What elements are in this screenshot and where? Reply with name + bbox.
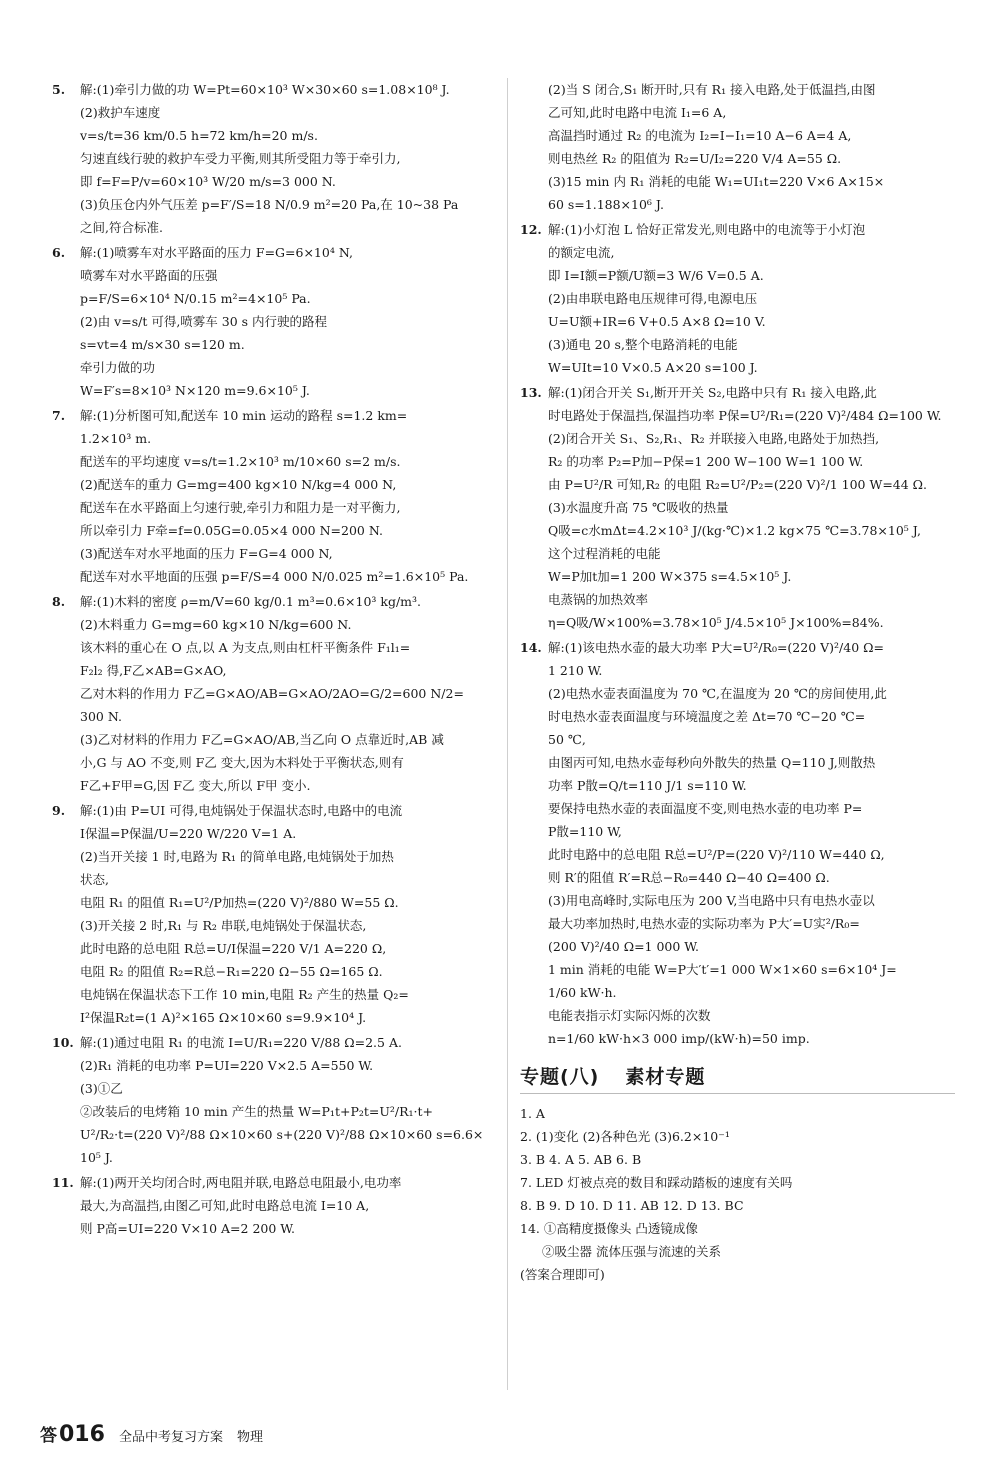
solution-line	[52, 659, 492, 682]
solution-text: 小,G 与 AO 不变,则 F乙 变大,因为木料处于平衡状态,则有	[80, 755, 404, 770]
problem-number: 12.	[520, 222, 542, 237]
problem-block	[52, 799, 492, 1029]
solution-line	[52, 473, 492, 496]
problem-number: 7.	[52, 408, 66, 423]
solution-text: (3)用电高峰时,实际电压为 200 V,当电路中只有电热水壶以	[548, 893, 875, 908]
solution-line	[520, 427, 955, 450]
solution-line	[520, 751, 955, 774]
solution-text: (2)由串联电路电压规律可得,电源电压	[548, 291, 758, 306]
solution-text: 电蒸锅的加热效率	[548, 592, 649, 607]
answer-line: ②吸尘器 流体压强与流速的关系	[542, 1244, 721, 1259]
solution-text: 解:(1)牵引力做的功 W=Pt=60×10³ W×30×60 s=1.08×10⁸ J.	[80, 82, 450, 97]
solution-line	[520, 193, 955, 216]
solution-text: 的额定电流,	[548, 245, 615, 260]
solution-line	[52, 170, 492, 193]
solution-text: (2)当 S 闭合,S₁ 断开时,只有 R₁ 接入电路,处于低温挡,由图	[548, 82, 876, 97]
problem-block	[520, 381, 955, 634]
solution-text: 时电热水壶表面温度与环境温度之差 Δt=70 ℃−20 ℃=	[548, 709, 866, 724]
solution-text: (2)R₁ 消耗的电功率 P=UI=220 V×2.5 A=550 W.	[80, 1058, 374, 1073]
solution-text: 电阻 R₁ 的阻值 R₁=U²/P加热=(220 V)²/880 W=55 Ω.	[80, 895, 399, 910]
solution-text: 牵引力做的功	[80, 360, 156, 375]
solution-line	[52, 937, 492, 960]
solution-line	[52, 1146, 492, 1169]
solution-line	[52, 519, 492, 542]
solution-text: 则 P高=UI=220 V×10 A=2 200 W.	[80, 1221, 295, 1236]
solution-text: 配送车对水平地面的压强 p=F/S=4 000 N/0.025 m²=1.6×10⁵ Pa.	[80, 569, 469, 584]
solution-text: 1 210 W.	[548, 663, 603, 678]
solution-text: P散=110 W,	[548, 824, 622, 839]
problem-block	[520, 636, 955, 1050]
solution-text: Q吸=c水mΔt=4.2×10³ J/(kg·℃)×1.2 kg×75 ℃=3.78×10⁵ J,	[548, 523, 922, 538]
solution-text: 此时电路的总电阻 R总=U/I保温=220 V/1 A=220 Ω,	[80, 941, 387, 956]
answer-line: 3. B 4. A 5. AB 6. B	[520, 1152, 642, 1167]
problem-block	[52, 1031, 492, 1169]
solution-line	[52, 1171, 492, 1194]
problem-number: 10.	[52, 1035, 74, 1050]
solution-line	[520, 170, 955, 193]
solution-line	[52, 845, 492, 868]
solution-line	[520, 682, 955, 705]
page-number: 016	[59, 1422, 105, 1447]
solution-line	[520, 728, 955, 751]
solution-text: 该木料的重心在 O 点,以 A 为支点,则由杠杆平衡条件 F₁l₁=	[80, 640, 411, 655]
solution-line	[52, 590, 492, 613]
answer-line: 2. (1)变化 (2)各种色光 (3)6.2×10⁻¹	[520, 1129, 730, 1144]
solution-line	[52, 822, 492, 845]
solution-text: (3)配送车对水平地面的压力 F=G=4 000 N,	[80, 546, 333, 561]
answer-line: 7. LED 灯被点亮的数目和踩动踏板的速度有关吗	[520, 1175, 793, 1190]
solution-line	[52, 891, 492, 914]
solution-line	[520, 264, 955, 287]
solution-text: 解:(1)通过电阻 R₁ 的电流 I=U/R₁=220 V/88 Ω=2.5 A.	[80, 1035, 402, 1050]
solution-line	[52, 1217, 492, 1240]
solution-line	[520, 889, 955, 912]
right-problems	[520, 78, 955, 1050]
solution-text: F乙+F甲=G,因 F乙 变大,所以 F甲 变小.	[80, 778, 311, 793]
solution-text: 这个过程消耗的电能	[548, 546, 661, 561]
solution-text: 由图丙可知,电热水壶每秒向外散失的热量 Q=110 J,则散热	[548, 755, 876, 770]
solution-text: 由 P=U²/R 可知,R₂ 的电阻 R₂=U²/P₂=(220 V)²/1 100 W=44 Ω.	[548, 477, 928, 492]
solution-line	[520, 843, 955, 866]
solution-line	[52, 78, 492, 101]
solution-text: 时电路处于保温挡,保温挡功率 P保=U²/R₁=(220 V)²/484 Ω=100 W.	[548, 408, 942, 423]
solution-text: 配送车在水平路面上匀速行驶,牵引力和阻力是一对平衡力,	[80, 500, 401, 515]
solution-text: 配送车的平均速度 v=s/t=1.2×10³ m/10×60 s=2 m/s.	[80, 454, 401, 469]
solution-line	[520, 78, 955, 101]
solution-line	[52, 705, 492, 728]
solution-line	[520, 636, 955, 659]
solution-text: 之间,符合标准.	[80, 220, 163, 235]
solution-text: 解:(1)喷雾车对水平路面的压力 F=G=6×10⁴ N,	[80, 245, 353, 260]
solution-text: F₂l₂ 得,F乙×AB=G×AO,	[80, 663, 227, 678]
solution-text: I²保温R₂t=(1 A)²×165 Ω×10×60 s=9.9×10⁴ J.	[80, 1010, 367, 1025]
solution-line	[52, 101, 492, 124]
solution-line	[52, 496, 492, 519]
solution-text: 300 N.	[80, 709, 122, 724]
problem-block	[52, 1171, 492, 1240]
solution-line	[520, 473, 955, 496]
solution-text: 1/60 kW·h.	[548, 985, 617, 1000]
solution-line	[520, 981, 955, 1004]
solution-line	[520, 356, 955, 379]
solution-text: 解:(1)分析图可知,配送车 10 min 运动的路程 s=1.2 km=	[80, 408, 408, 423]
solution-line	[520, 241, 955, 264]
solution-line	[520, 310, 955, 333]
solution-text: (2)闭合开关 S₁、S₂,R₁、R₂ 并联接入电路,电路处于加热挡,	[548, 431, 880, 446]
solution-line	[520, 333, 955, 356]
solution-text: 解:(1)小灯泡 L 恰好正常发光,则电路中的电流等于小灯泡	[548, 222, 866, 237]
solution-line	[52, 565, 492, 588]
solution-text: 此时电路中的总电阻 R总=U²/P=(220 V)²/110 W=440 Ω,	[548, 847, 885, 862]
solution-line	[52, 1100, 492, 1123]
solution-text: s=vt=4 m/s×30 s=120 m.	[80, 337, 245, 352]
section-answers	[520, 1102, 955, 1286]
solution-line	[52, 1123, 492, 1146]
solution-text: η=Q吸/W×100%=3.78×10⁵ J/4.5×10⁵ J×100%=84%.	[548, 615, 884, 630]
solution-line	[520, 797, 955, 820]
solution-text: 解:(1)该电热水壶的最大功率 P大=U²/R₀=(220 V)²/40 Ω=	[548, 640, 884, 655]
solution-text: (2)电热水壶表面温度为 70 ℃,在温度为 20 ℃的房间使用,此	[548, 686, 887, 701]
solution-line	[520, 147, 955, 170]
solution-text: (2)救护车速度	[80, 105, 161, 120]
solution-text: 即 f=F=P/v=60×10³ W/20 m/s=3 000 N.	[80, 174, 336, 189]
solution-text: 则 R′的阻值 R′=R总−R₀=440 Ω−40 Ω=400 Ω.	[548, 870, 830, 885]
solution-text: (3)乙对材料的作用力 F乙=G×AO/AB,当乙向 O 点靠近时,AB 减	[80, 732, 444, 747]
solution-text: (2)当开关接 1 时,电路为 R₁ 的简单电路,电炖锅处于加热	[80, 849, 394, 864]
solution-line	[52, 404, 492, 427]
solution-text: (3)15 min 内 R₁ 消耗的电能 W₁=UI₁t=220 V×6 A×15×	[548, 174, 885, 189]
solution-line	[520, 705, 955, 728]
solution-text: 所以牵引力 F牵=f=0.05G=0.05×4 000 N=200 N.	[80, 523, 383, 538]
solution-text: 即 I=I额=P额/U额=3 W/6 V=0.5 A.	[548, 268, 764, 283]
solution-text: W=UIt=10 V×0.5 A×20 s=100 J.	[548, 360, 758, 375]
solution-line	[520, 611, 955, 634]
solution-text: 电阻 R₂ 的阻值 R₂=R总−R₁=220 Ω−55 Ω=165 Ω.	[80, 964, 383, 979]
problem-number: 8.	[52, 594, 66, 609]
solution-line	[52, 147, 492, 170]
solution-line	[52, 1194, 492, 1217]
solution-line	[52, 751, 492, 774]
answer-line: 8. B 9. D 10. D 11. AB 12. D 13. BC	[520, 1198, 744, 1213]
solution-line	[520, 218, 955, 241]
book-title: 全品中考复习方案	[118, 1430, 223, 1445]
solution-line	[52, 216, 492, 239]
solution-line	[52, 868, 492, 891]
solution-line	[520, 935, 955, 958]
problem-block	[520, 78, 955, 216]
solution-line	[520, 1027, 955, 1050]
solution-text: 50 ℃,	[548, 732, 586, 747]
solution-text: 解:(1)木料的密度 ρ=m/V=60 kg/0.1 m³=0.6×10³ kg/m³.	[80, 594, 422, 609]
solution-text: 匀速直线行驶的救护车受力平衡,则其所受阻力等于牵引力,	[80, 151, 401, 166]
right-column	[520, 78, 955, 1286]
page-footer	[40, 1421, 263, 1447]
solution-line	[52, 799, 492, 822]
solution-line	[52, 960, 492, 983]
solution-text: 功率 P散=Q/t=110 J/1 s=110 W.	[548, 778, 747, 793]
solution-text: (2)木料重力 G=mg=60 kg×10 N/kg=600 N.	[80, 617, 352, 632]
solution-line	[520, 287, 955, 310]
solution-line	[520, 958, 955, 981]
solution-text: 则电热丝 R₂ 的阻值为 R₂=U/I₂=220 V/4 A=55 Ω.	[548, 151, 842, 166]
footer-label: 答	[40, 1426, 57, 1446]
solution-text: ②改装后的电烤箱 10 min 产生的热量 W=P₁t+P₂t=U²/R₁·t+	[80, 1104, 434, 1119]
solution-line	[52, 983, 492, 1006]
problem-block	[52, 590, 492, 797]
solution-line	[52, 124, 492, 147]
solution-line	[520, 820, 955, 843]
solution-line	[520, 774, 955, 797]
problem-number: 5.	[52, 82, 66, 97]
solution-text: (3)①乙	[80, 1081, 123, 1096]
solution-text: 1.2×10³ m.	[80, 431, 152, 446]
problem-number: 6.	[52, 245, 66, 260]
solution-text: 乙对木料的作用力 F乙=G×AO/AB=G×AO/2AO=G/2=600 N/2=	[80, 686, 464, 701]
solution-text: 高温挡时通过 R₂ 的电流为 I₂=I−I₁=10 A−6 A=4 A,	[548, 128, 852, 143]
solution-line	[520, 124, 955, 147]
solution-line	[520, 565, 955, 588]
solution-line	[52, 914, 492, 937]
solution-text: 最大功率加热时,电热水壶的实际功率为 P大′=U实²/R₀=	[548, 916, 860, 931]
solution-text: 1 min 消耗的电能 W=P大′t′=1 000 W×1×60 s=6×10⁴ J=	[548, 962, 897, 977]
solution-line	[52, 682, 492, 705]
solution-line	[520, 496, 955, 519]
solution-line	[52, 333, 492, 356]
section-title-a: 专题(八)	[520, 1066, 600, 1088]
solution-line	[52, 774, 492, 797]
solution-text: 乙可知,此时电路中电流 I₁=6 A,	[548, 105, 727, 120]
solution-text: 要保持电热水壶的表面温度不变,则电热水壶的电功率 P=	[548, 801, 863, 816]
problem-block	[52, 404, 492, 588]
solution-text: 电炖锅在保温状态下工作 10 min,电阻 R₂ 产生的热量 Q₂=	[80, 987, 409, 1002]
solution-line	[520, 519, 955, 542]
solution-text: (2)配送车的重力 G=mg=400 kg×10 N/kg=4 000 N,	[80, 477, 397, 492]
problem-number: 13.	[520, 385, 542, 400]
solution-line	[520, 381, 955, 404]
problem-number: 11.	[52, 1175, 74, 1190]
solution-text: 电能表指示灯实际闪烁的次数	[548, 1008, 711, 1023]
solution-text: 60 s=1.188×10⁶ J.	[548, 197, 664, 212]
solution-line	[52, 193, 492, 216]
solution-text: 最大,为高温挡,由图乙可知,此时电路总电流 I=10 A,	[80, 1198, 370, 1213]
problem-number: 14.	[520, 640, 542, 655]
solution-text: n=1/60 kW·h×3 000 imp/(kW·h)=50 imp.	[548, 1031, 810, 1046]
answer-line: 1. A	[520, 1106, 545, 1121]
solution-text: U=U额+IR=6 V+0.5 A×8 Ω=10 V.	[548, 314, 766, 329]
column-divider	[507, 78, 508, 1390]
solution-line	[52, 1077, 492, 1100]
solution-text: (3)负压仓内外气压差 p=F′/S=18 N/0.9 m²=20 Pa,在 10~38 Pa	[80, 197, 459, 212]
solution-line	[520, 588, 955, 611]
solution-text: 喷雾车对水平路面的压强	[80, 268, 218, 283]
answer-line: (答案合理即可)	[520, 1267, 605, 1282]
problem-block	[52, 241, 492, 402]
solution-text: (2)由 v=s/t 可得,喷雾车 30 s 内行驶的路程	[80, 314, 328, 329]
solution-text: 解:(1)由 P=UI 可得,电炖锅处于保温状态时,电路中的电流	[80, 803, 403, 818]
subject-name: 物理	[236, 1430, 263, 1445]
section-title	[520, 1066, 955, 1094]
solution-text: p=F/S=6×10⁴ N/0.15 m²=4×10⁵ Pa.	[80, 291, 311, 306]
solution-line	[52, 613, 492, 636]
solution-line	[52, 542, 492, 565]
solution-text: (200 V)²/40 Ω=1 000 W.	[548, 939, 699, 954]
solution-line	[520, 1004, 955, 1027]
section-title-b: 素材专题	[625, 1066, 706, 1088]
solution-text: (3)通电 20 s,整个电路消耗的电能	[548, 337, 738, 352]
solution-line	[520, 450, 955, 473]
solution-line	[52, 287, 492, 310]
solution-line	[52, 241, 492, 264]
solution-line	[52, 427, 492, 450]
solution-line	[52, 636, 492, 659]
solution-text: W=P加t加=1 200 W×375 s=4.5×10⁵ J.	[548, 569, 792, 584]
solution-text: (3)水温度升高 75 ℃吸收的热量	[548, 500, 729, 515]
solution-line	[52, 450, 492, 473]
solution-text: 10⁵ J.	[80, 1150, 113, 1165]
problem-block	[52, 78, 492, 239]
solution-text: R₂ 的功率 P₂=P加−P保=1 200 W−100 W=1 100 W.	[548, 454, 864, 469]
solution-text: v=s/t=36 km/0.5 h=72 km/h=20 m/s.	[80, 128, 318, 143]
solution-line	[52, 1006, 492, 1029]
solution-line	[52, 1054, 492, 1077]
left-column	[52, 78, 492, 1242]
problem-number: 9.	[52, 803, 66, 818]
solution-line	[52, 1031, 492, 1054]
solution-text: 状态,	[80, 872, 109, 887]
solution-text: 解:(1)两开关均闭合时,两电阻并联,电路总电阻最小,电功率	[80, 1175, 402, 1190]
problem-block	[520, 218, 955, 379]
solution-line	[520, 866, 955, 889]
solution-line	[520, 659, 955, 682]
solution-text: (3)开关接 2 时,R₁ 与 R₂ 串联,电炖锅处于保温状态,	[80, 918, 367, 933]
solution-line	[52, 310, 492, 333]
solution-line	[52, 264, 492, 287]
solution-line	[520, 101, 955, 124]
solution-line	[520, 542, 955, 565]
solution-line	[520, 404, 955, 427]
solution-line	[52, 379, 492, 402]
solution-line	[520, 912, 955, 935]
answer-line: 14. ①高精度摄像头 凸透镜成像	[520, 1221, 698, 1236]
solution-text: I保温=P保温/U=220 W/220 V=1 A.	[80, 826, 297, 841]
solution-text: U²/R₂·t=(220 V)²/88 Ω×10×60 s+(220 V)²/88 Ω×10×60 s=6.6×	[80, 1127, 484, 1142]
solution-text: 解:(1)闭合开关 S₁,断开开关 S₂,电路中只有 R₁ 接入电路,此	[548, 385, 877, 400]
solution-line	[52, 356, 492, 379]
solution-text: W=F′s=8×10³ N×120 m=9.6×10⁵ J.	[80, 383, 310, 398]
solution-line	[52, 728, 492, 751]
